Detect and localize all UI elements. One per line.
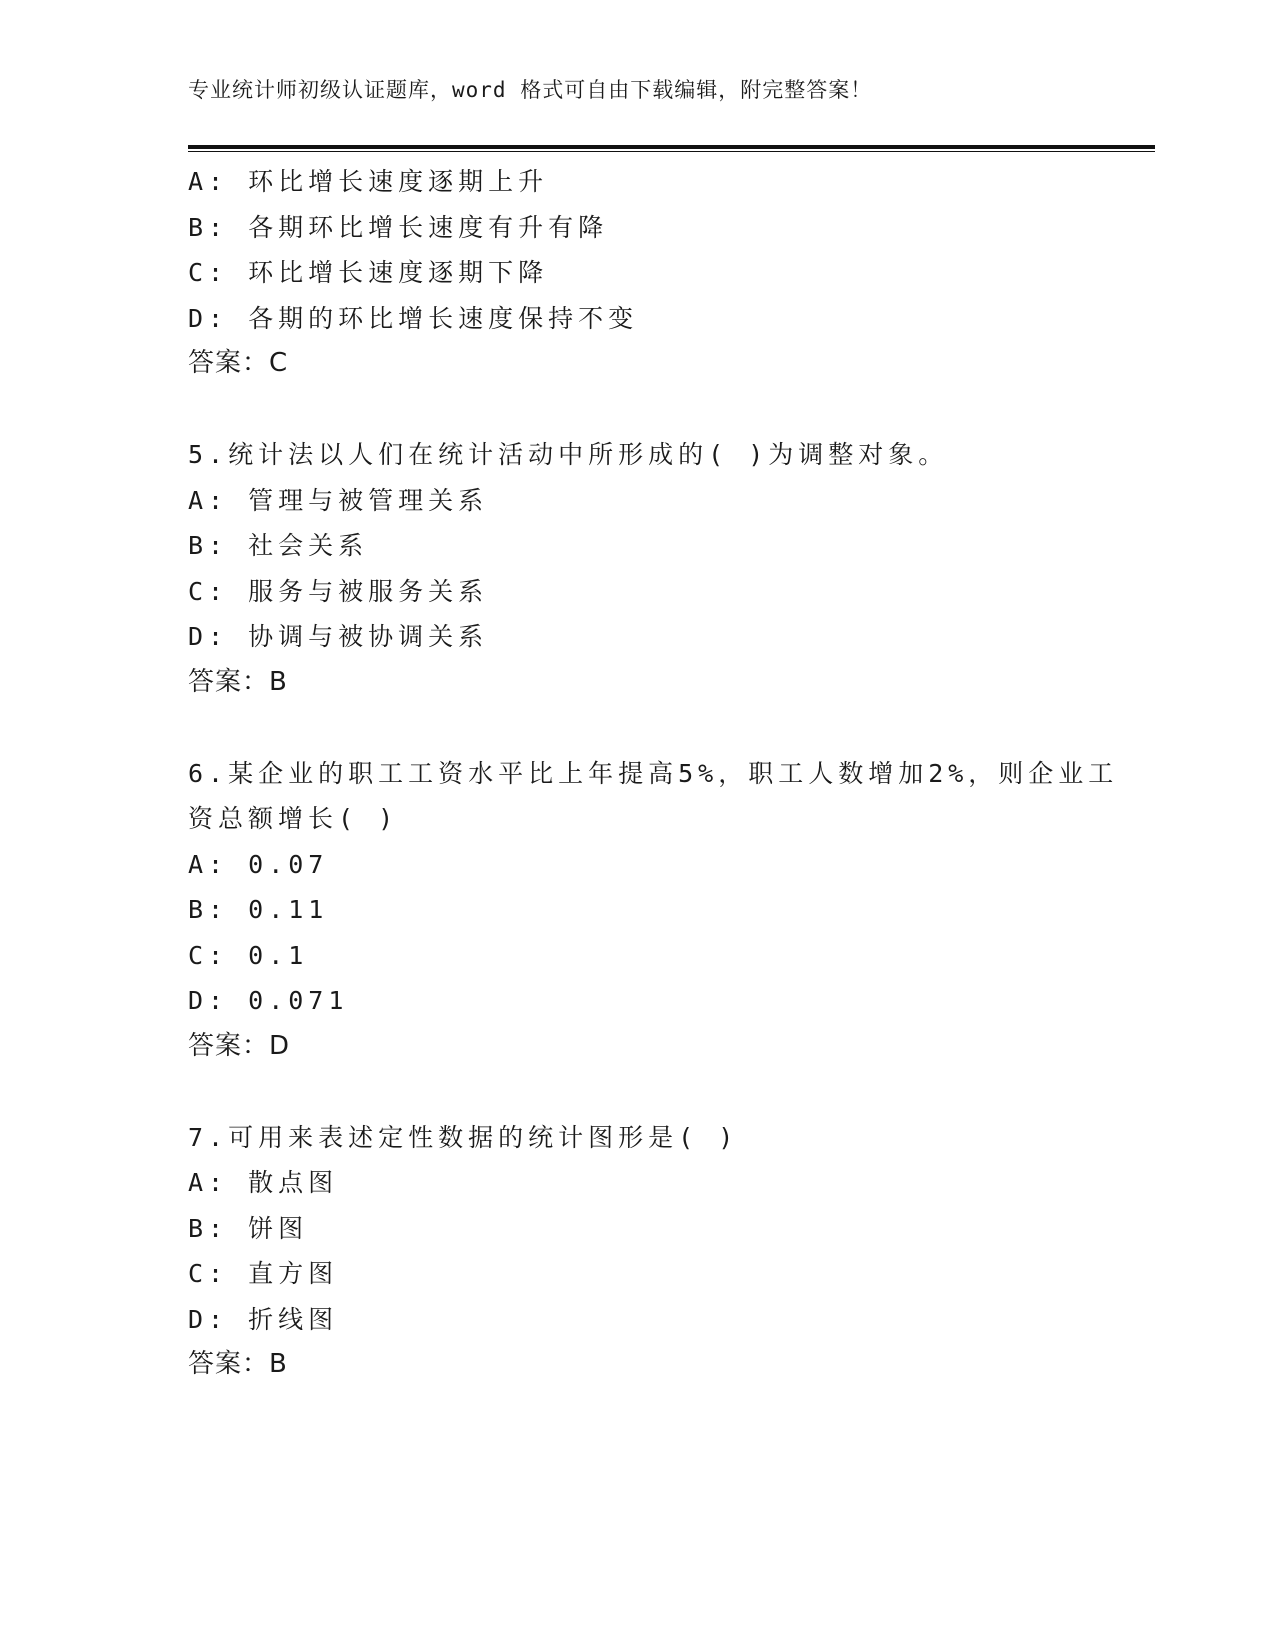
- question-6: [188, 751, 1128, 1070]
- page-header: 专业统计师初级认证题库，word 格式可自由下载编辑，附完整答案！: [188, 78, 873, 102]
- spacer: [188, 705, 1128, 751]
- answer-line: 答案：D: [188, 1030, 291, 1061]
- option-a: A: 管理与被管理关系: [188, 485, 489, 515]
- option-c: C: 服务与被服务关系: [188, 576, 489, 606]
- option-a: A: 散点图: [188, 1168, 339, 1197]
- option-c: C: 0.1: [188, 940, 309, 970]
- header-rule-thick: [188, 145, 1155, 149]
- option-c: C: 直方图: [188, 1259, 339, 1288]
- option-d: D: 折线图: [188, 1304, 339, 1334]
- header-rule-thin: [188, 151, 1155, 152]
- question-4-options: [188, 159, 1128, 387]
- question-5: [188, 432, 1128, 705]
- option-d: D: 0.071: [188, 986, 349, 1015]
- question-stem-line-1: 6.某企业的职工工资水平比上年提高5%，职工人数增加2%，则企业工: [188, 758, 1119, 788]
- option-a: A: 0.07: [188, 849, 329, 879]
- question-stem: 7.可用来表述定性数据的统计图形是( ): [188, 1122, 739, 1152]
- option-b: B: 0.11: [188, 895, 329, 924]
- option-d: D: 各期的环比增长速度保持不变: [188, 303, 639, 333]
- answer-line: 答案：B: [188, 666, 288, 697]
- question-stem: 5.统计法以人们在统计活动中所形成的( )为调整对象。: [188, 440, 949, 469]
- question-7: [188, 1115, 1128, 1388]
- option-b: B: 各期环比增长速度有升有降: [188, 212, 609, 242]
- answer-line: 答案：B: [188, 1349, 288, 1379]
- option-c: C: 环比增长速度逐期下降: [188, 258, 549, 287]
- option-b: B: 饼图: [188, 1213, 309, 1243]
- option-b: B: 社会关系: [188, 531, 369, 560]
- question-list: [188, 159, 1128, 1388]
- option-a: A: 环比增长速度逐期上升: [188, 167, 549, 196]
- option-d: D: 协调与被协调关系: [188, 622, 489, 651]
- spacer: [188, 387, 1128, 433]
- answer-line: 答案：C: [188, 348, 289, 378]
- spacer: [188, 1069, 1128, 1115]
- question-stem-line-2: 资总额增长( ): [188, 804, 399, 833]
